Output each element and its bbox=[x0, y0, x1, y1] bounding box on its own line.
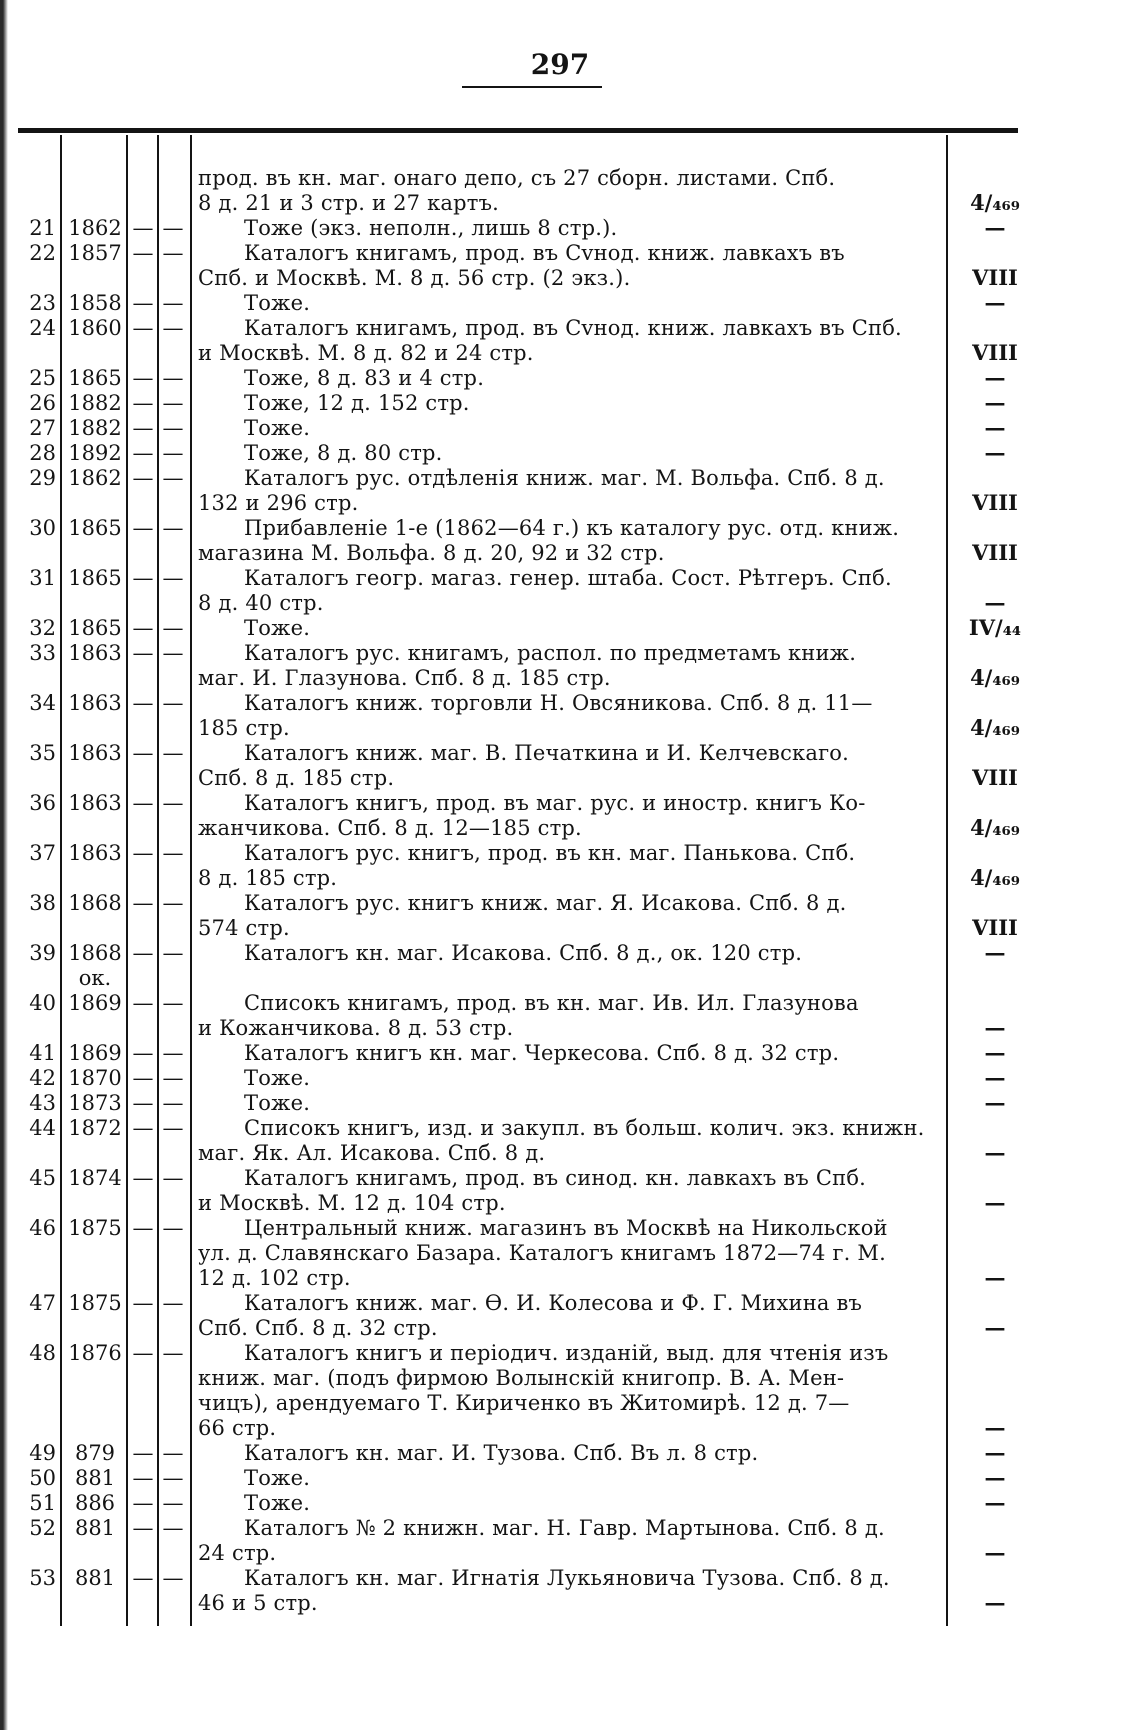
entry-year: 1892 bbox=[68, 441, 122, 465]
entry-text: 12 д. 102 стр. bbox=[198, 1266, 351, 1290]
entry-number: 26 bbox=[29, 391, 56, 415]
entry-mark: 4/₄₆₉ bbox=[970, 190, 1020, 215]
entry-mark: — bbox=[984, 390, 1006, 415]
entry-year: 1857 bbox=[68, 241, 122, 265]
entry-year: 881 bbox=[74, 1466, 116, 1490]
entry-number: 50 bbox=[29, 1466, 56, 1490]
table-row bbox=[0, 1541, 1140, 1565]
entry-mark: — bbox=[984, 1140, 1006, 1165]
entry-dash-1: — bbox=[132, 416, 154, 440]
entry-mark: 4/₄₆₉ bbox=[970, 815, 1020, 840]
entry-text: Каталогъ книж. торговли Н. Овсяникова. Спб. 8 д. 11— bbox=[244, 691, 873, 715]
entry-mark: — bbox=[984, 940, 1006, 965]
entry-text: Каталогъ книгъ кн. маг. Черкесова. Спб. 8 д. 32 стр. bbox=[244, 1041, 840, 1065]
table-row bbox=[0, 541, 1140, 565]
entry-dash-1: — bbox=[132, 941, 154, 965]
entry-year: 1862 bbox=[68, 466, 122, 490]
entry-dash-1: — bbox=[132, 1291, 154, 1315]
table-row bbox=[0, 166, 1140, 190]
entry-mark: VIII bbox=[972, 340, 1018, 365]
entry-number: 28 bbox=[29, 441, 56, 465]
entry-dash-2: — bbox=[162, 1441, 184, 1465]
entry-number: 47 bbox=[29, 1291, 56, 1315]
table-row bbox=[0, 391, 1140, 415]
table-row bbox=[0, 1341, 1140, 1365]
entry-text: Каталогъ кн. маг. И. Тузова. Спб. Въ л. 8 стр. bbox=[244, 1441, 759, 1465]
page-number-rule bbox=[462, 86, 602, 88]
entry-text: Тоже. bbox=[244, 416, 311, 440]
entry-text: и Москвѣ. М. 12 д. 104 стр. bbox=[198, 1191, 506, 1215]
table-row bbox=[0, 716, 1140, 740]
entry-mark: 4/₄₆₉ bbox=[970, 665, 1020, 690]
entry-text: Тоже, 8 д. 80 стр. bbox=[244, 441, 443, 465]
entry-dash-2: — bbox=[162, 241, 184, 265]
entry-year: 881 bbox=[74, 1566, 116, 1590]
entry-text: Каталогъ книгамъ, прод. въ синод. кн. лавкахъ въ Спб. bbox=[244, 1166, 867, 1190]
entry-number: 43 bbox=[29, 1091, 56, 1115]
entry-dash-2: — bbox=[162, 1566, 184, 1590]
entry-year: 1873 bbox=[68, 1091, 122, 1115]
entry-number: 51 bbox=[29, 1491, 56, 1515]
table-row bbox=[0, 1066, 1140, 1090]
entry-year: 1863 bbox=[68, 741, 122, 765]
entry-dash-2: — bbox=[162, 466, 184, 490]
table-row bbox=[0, 766, 1140, 790]
entry-year: 1868 bbox=[68, 891, 122, 915]
entry-text: Тоже, 8 д. 83 и 4 стр. bbox=[244, 366, 485, 390]
entry-text: Прибавленіе 1-е (1862—64 г.) къ каталогу рус. отд. книж. bbox=[244, 516, 900, 540]
entry-mark: — bbox=[984, 1015, 1006, 1040]
entry-dash-1: — bbox=[132, 1441, 154, 1465]
entry-number: 22 bbox=[29, 241, 56, 265]
entry-dash-2: — bbox=[162, 991, 184, 1015]
entry-text: Каталогъ рус. отдѣленія книж. маг. М. Вольфа. Спб. 8 д. bbox=[244, 466, 885, 490]
entry-dash-2: — bbox=[162, 941, 184, 965]
table-row bbox=[0, 1491, 1140, 1515]
entry-mark: VIII bbox=[972, 490, 1018, 515]
entry-text: Каталогъ книж. маг. В. Печаткина и И. Келчевскаго. bbox=[244, 741, 850, 765]
entry-mark: — bbox=[984, 290, 1006, 315]
entry-mark: IV/₄₄ bbox=[968, 615, 1022, 640]
entry-number: 40 bbox=[29, 991, 56, 1015]
entry-number: 39 bbox=[29, 941, 56, 965]
entry-year: 1875 bbox=[68, 1216, 122, 1240]
entry-dash-1: — bbox=[132, 366, 154, 390]
entry-dash-2: — bbox=[162, 416, 184, 440]
entry-number: 27 bbox=[29, 416, 56, 440]
entry-dash-1: — bbox=[132, 1566, 154, 1590]
entry-text: 185 стр. bbox=[198, 716, 290, 740]
entry-mark: — bbox=[984, 1090, 1006, 1115]
entry-year: 879 bbox=[74, 1441, 116, 1465]
entry-text: 8 д. 40 стр. bbox=[198, 591, 324, 615]
entry-mark: — bbox=[984, 590, 1006, 615]
entry-text: жанчикова. Спб. 8 д. 12—185 стр. bbox=[198, 816, 582, 840]
entry-text: Каталогъ кн. маг. Игнатія Лукьяновича Тузова. Спб. 8 д. bbox=[244, 1566, 890, 1590]
table-row bbox=[0, 1241, 1140, 1265]
entry-dash-2: — bbox=[162, 616, 184, 640]
entry-dash-2: — bbox=[162, 391, 184, 415]
entry-text: Каталогъ кн. маг. Исакова. Спб. 8 д., ок. 120 стр. bbox=[244, 941, 803, 965]
entry-year: 1860 bbox=[68, 316, 122, 340]
entry-text: чицъ), арендуемаго Т. Кириченко въ Житомирѣ. 12 д. 7— bbox=[198, 1391, 850, 1415]
entry-year: 1875 bbox=[68, 1291, 122, 1315]
entry-text: Каталогъ книгъ и періодич. изданій, выд. для чтенія изъ bbox=[244, 1341, 889, 1365]
table-row bbox=[0, 666, 1140, 690]
entry-dash-1: — bbox=[132, 616, 154, 640]
table-row bbox=[0, 1116, 1140, 1140]
entry-text: Списокъ книгамъ, прод. въ кн. маг. Ив. Ил. Глазунова bbox=[244, 991, 859, 1015]
entry-number: 48 bbox=[29, 1341, 56, 1365]
entry-number: 25 bbox=[29, 366, 56, 390]
table-row bbox=[0, 1466, 1140, 1490]
entry-dash-2: — bbox=[162, 1041, 184, 1065]
entry-dash-2: — bbox=[162, 1466, 184, 1490]
entry-dash-1: — bbox=[132, 791, 154, 815]
entry-mark: 4/₄₆₉ bbox=[970, 715, 1020, 740]
entry-number: 24 bbox=[29, 316, 56, 340]
table-row bbox=[0, 1041, 1140, 1065]
table-row bbox=[0, 191, 1140, 215]
entry-dash-1: — bbox=[132, 991, 154, 1015]
entry-mark: — bbox=[984, 215, 1006, 240]
entry-mark: — bbox=[984, 1590, 1006, 1615]
entry-text: магазина М. Вольфа. 8 д. 20, 92 и 32 стр. bbox=[198, 541, 665, 565]
entry-year: 1863 bbox=[68, 641, 122, 665]
entry-dash-1: — bbox=[132, 691, 154, 715]
entry-text: 24 стр. bbox=[198, 1541, 277, 1565]
entry-dash-2: — bbox=[162, 741, 184, 765]
entry-dash-1: — bbox=[132, 466, 154, 490]
entry-dash-1: — bbox=[132, 516, 154, 540]
table-top-rule bbox=[18, 128, 1018, 133]
table-row bbox=[0, 491, 1140, 515]
entry-mark: 4/₄₆₉ bbox=[970, 865, 1020, 890]
table-row bbox=[0, 316, 1140, 340]
entry-text: Тоже. bbox=[244, 1491, 311, 1515]
table-row bbox=[0, 1216, 1140, 1240]
table-row bbox=[0, 566, 1140, 590]
entry-dash-1: — bbox=[132, 1216, 154, 1240]
table-row bbox=[0, 1191, 1140, 1215]
entry-dash-1: — bbox=[132, 391, 154, 415]
entry-number: 46 bbox=[29, 1216, 56, 1240]
entry-year: 1862 bbox=[68, 216, 122, 240]
entry-text: Каталогъ геогр. магаз. генер. штаба. Сост. Рѣтгеръ. Спб. bbox=[244, 566, 892, 590]
entry-dash-2: — bbox=[162, 1516, 184, 1540]
entry-text: 46 и 5 стр. bbox=[198, 1591, 318, 1615]
entry-mark: — bbox=[984, 415, 1006, 440]
entry-year: 1863 bbox=[68, 691, 122, 715]
entry-number: 30 bbox=[29, 516, 56, 540]
entry-year: 1876 bbox=[68, 1341, 122, 1365]
table-row bbox=[0, 966, 1140, 990]
table-row bbox=[0, 1516, 1140, 1540]
entry-text: 574 стр. bbox=[198, 916, 290, 940]
table-row bbox=[0, 366, 1140, 390]
table-row bbox=[0, 1141, 1140, 1165]
entry-mark: VIII bbox=[972, 765, 1018, 790]
entry-dash-1: — bbox=[132, 241, 154, 265]
table-row bbox=[0, 516, 1140, 540]
entry-dash-2: — bbox=[162, 791, 184, 815]
entry-year: 1882 bbox=[68, 391, 122, 415]
entry-year: 1869 bbox=[68, 1041, 122, 1065]
entry-dash-1: — bbox=[132, 1166, 154, 1190]
entry-dash-1: — bbox=[132, 741, 154, 765]
entry-number: 36 bbox=[29, 791, 56, 815]
entry-text: Спб. Спб. 8 д. 32 стр. bbox=[198, 1316, 438, 1340]
table-row bbox=[0, 616, 1140, 640]
table-row bbox=[0, 641, 1140, 665]
entry-number: 32 bbox=[29, 616, 56, 640]
entry-year: 1865 bbox=[68, 516, 122, 540]
entry-year: 1865 bbox=[68, 566, 122, 590]
table-row bbox=[0, 1416, 1140, 1440]
entry-number: 33 bbox=[29, 641, 56, 665]
entry-dash-2: — bbox=[162, 441, 184, 465]
table-row bbox=[0, 741, 1140, 765]
entry-dash-2: — bbox=[162, 291, 184, 315]
entry-number: 29 bbox=[29, 466, 56, 490]
entry-text: Списокъ книгъ, изд. и закупл. въ больш. колич. экз. книжн. bbox=[244, 1116, 925, 1140]
table-row bbox=[0, 916, 1140, 940]
entry-mark: VIII bbox=[972, 265, 1018, 290]
entry-mark: — bbox=[984, 1315, 1006, 1340]
entry-text: Тоже. bbox=[244, 291, 311, 315]
entry-year: 1868 bbox=[68, 941, 122, 965]
entry-year: 1858 bbox=[68, 291, 122, 315]
entry-text: Центральный книж. магазинъ въ Москвѣ на Никольской bbox=[244, 1216, 888, 1240]
table-row bbox=[0, 291, 1140, 315]
entry-dash-2: — bbox=[162, 316, 184, 340]
table-row bbox=[0, 1316, 1140, 1340]
entry-dash-1: — bbox=[132, 291, 154, 315]
table-row bbox=[0, 891, 1140, 915]
entry-number: 31 bbox=[29, 566, 56, 590]
entry-text: прод. въ кн. маг. онаго депо, съ 27 сборн. листами. Спб. bbox=[198, 166, 836, 190]
table-row bbox=[0, 791, 1140, 815]
entry-text: маг. И. Глазунова. Спб. 8 д. 185 стр. bbox=[198, 666, 611, 690]
entry-dash-2: — bbox=[162, 1091, 184, 1115]
entry-text: Каталогъ рус. книгъ книж. маг. Я. Исакова. Спб. 8 д. bbox=[244, 891, 847, 915]
entry-year: 881 bbox=[74, 1516, 116, 1540]
table-row bbox=[0, 416, 1140, 440]
entry-mark: — bbox=[984, 1490, 1006, 1515]
entry-text: Каталогъ книгъ, прод. въ маг. рус. и иностр. книгъ Ко- bbox=[244, 791, 866, 815]
table-row bbox=[0, 941, 1140, 965]
table-row bbox=[0, 866, 1140, 890]
entry-number: 53 bbox=[29, 1566, 56, 1590]
entry-dash-1: — bbox=[132, 566, 154, 590]
entry-year: 1863 bbox=[68, 791, 122, 815]
entry-mark: — bbox=[984, 1440, 1006, 1465]
table-row bbox=[0, 1591, 1140, 1615]
entry-dash-2: — bbox=[162, 691, 184, 715]
table-row bbox=[0, 266, 1140, 290]
entry-dash-2: — bbox=[162, 566, 184, 590]
entry-mark: — bbox=[984, 1415, 1006, 1440]
entry-text: ул. д. Славянскаго Базара. Каталогъ книгамъ 1872—74 г. М. bbox=[198, 1241, 887, 1265]
entry-text: Тоже (экз. неполн., лишь 8 стр.). bbox=[244, 216, 618, 240]
table-row bbox=[0, 241, 1140, 265]
entry-dash-2: — bbox=[162, 516, 184, 540]
entry-text: 8 д. 21 и 3 стр. и 27 картъ. bbox=[198, 191, 500, 215]
entry-year: 1865 bbox=[68, 616, 122, 640]
entry-dash-2: — bbox=[162, 216, 184, 240]
entry-text: и Кожанчикова. 8 д. 53 стр. bbox=[198, 1016, 514, 1040]
entry-text: Спб. и Москвѣ. М. 8 д. 56 стр. (2 экз.). bbox=[198, 266, 631, 290]
entry-dash-1: — bbox=[132, 1116, 154, 1140]
entry-year: 886 bbox=[74, 1491, 116, 1515]
entry-dash-2: — bbox=[162, 1116, 184, 1140]
table-row bbox=[0, 1366, 1140, 1390]
table-row bbox=[0, 1166, 1140, 1190]
entry-text: 66 стр. bbox=[198, 1416, 277, 1440]
entry-dash-2: — bbox=[162, 366, 184, 390]
entry-mark: — bbox=[984, 1040, 1006, 1065]
entry-dash-1: — bbox=[132, 316, 154, 340]
table-row bbox=[0, 1291, 1140, 1315]
entry-text: Тоже. bbox=[244, 1091, 311, 1115]
table-row bbox=[0, 816, 1140, 840]
entry-year: 1872 bbox=[68, 1116, 122, 1140]
table-row bbox=[0, 341, 1140, 365]
table-row bbox=[0, 1391, 1140, 1415]
table-row bbox=[0, 1266, 1140, 1290]
entry-number: 49 bbox=[29, 1441, 56, 1465]
entry-dash-2: — bbox=[162, 641, 184, 665]
entry-text: Тоже. bbox=[244, 616, 311, 640]
entry-text: Каталогъ книгамъ, прод. въ Сvнод. книж. лавкахъ въ bbox=[244, 241, 845, 265]
entry-text: Тоже. bbox=[244, 1466, 311, 1490]
entry-dash-1: — bbox=[132, 1491, 154, 1515]
entry-text: 8 д. 185 стр. bbox=[198, 866, 338, 890]
entry-year: 1874 bbox=[68, 1166, 122, 1190]
entry-number: 34 bbox=[29, 691, 56, 715]
entry-dash-1: — bbox=[132, 1516, 154, 1540]
entry-dash-2: — bbox=[162, 841, 184, 865]
entry-mark: — bbox=[984, 440, 1006, 465]
entry-dash-1: — bbox=[132, 841, 154, 865]
entry-text: маг. Як. Ал. Исакова. Спб. 8 д. bbox=[198, 1141, 546, 1165]
entry-year: 1882 bbox=[68, 416, 122, 440]
table-row bbox=[0, 466, 1140, 490]
table-row bbox=[0, 441, 1140, 465]
entry-text: Тоже, 12 д. 152 стр. bbox=[244, 391, 470, 415]
entry-number: 21 bbox=[29, 216, 56, 240]
page-number: 297 bbox=[530, 48, 590, 81]
entry-dash-1: — bbox=[132, 641, 154, 665]
entry-number: 45 bbox=[29, 1166, 56, 1190]
entry-mark: — bbox=[984, 1540, 1006, 1565]
entry-number: 44 bbox=[29, 1116, 56, 1140]
entry-text: Тоже. bbox=[244, 1066, 311, 1090]
entry-dash-2: — bbox=[162, 1491, 184, 1515]
table-row bbox=[0, 841, 1140, 865]
entry-text: 132 и 296 стр. bbox=[198, 491, 359, 515]
entry-year: 1870 bbox=[68, 1066, 122, 1090]
entry-dash-1: — bbox=[132, 1041, 154, 1065]
entry-year: ок. bbox=[78, 966, 112, 990]
entry-text: Каталогъ рус. книгамъ, распол. по предметамъ книж. bbox=[244, 641, 857, 665]
entry-mark: — bbox=[984, 365, 1006, 390]
entry-dash-1: — bbox=[132, 1066, 154, 1090]
entry-year: 1865 bbox=[68, 366, 122, 390]
table-row bbox=[0, 991, 1140, 1015]
entry-dash-1: — bbox=[132, 1091, 154, 1115]
table-row bbox=[0, 216, 1140, 240]
entry-text: Спб. 8 д. 185 стр. bbox=[198, 766, 395, 790]
entry-dash-1: — bbox=[132, 891, 154, 915]
table-row bbox=[0, 591, 1140, 615]
table-row bbox=[0, 691, 1140, 715]
entry-number: 23 bbox=[29, 291, 56, 315]
entry-text: книж. маг. (подъ фирмою Волынскій книгопр. В. А. Мен- bbox=[198, 1366, 845, 1390]
entry-number: 37 bbox=[29, 841, 56, 865]
entry-number: 38 bbox=[29, 891, 56, 915]
entry-dash-1: — bbox=[132, 1341, 154, 1365]
entry-mark: VIII bbox=[972, 915, 1018, 940]
entry-dash-1: — bbox=[132, 441, 154, 465]
entry-text: Каталогъ рус. книгъ, прод. въ кн. маг. Паньковa. Спб. bbox=[244, 841, 856, 865]
entry-number: 42 bbox=[29, 1066, 56, 1090]
entry-dash-2: — bbox=[162, 1216, 184, 1240]
entry-dash-2: — bbox=[162, 891, 184, 915]
entry-year: 1863 bbox=[68, 841, 122, 865]
table-row bbox=[0, 1566, 1140, 1590]
entry-mark: VIII bbox=[972, 540, 1018, 565]
table-row bbox=[0, 1091, 1140, 1115]
entry-dash-2: — bbox=[162, 1066, 184, 1090]
entry-dash-2: — bbox=[162, 1341, 184, 1365]
entry-number: 52 bbox=[29, 1516, 56, 1540]
entry-dash-2: — bbox=[162, 1291, 184, 1315]
entry-mark: — bbox=[984, 1265, 1006, 1290]
entry-mark: — bbox=[984, 1065, 1006, 1090]
entry-mark: — bbox=[984, 1190, 1006, 1215]
entry-text: Каталогъ книгамъ, прод. въ Сvнод. книж. лавкахъ въ Спб. bbox=[244, 316, 902, 340]
entry-number: 35 bbox=[29, 741, 56, 765]
entry-text: Каталогъ книж. маг. Ѳ. И. Колесова и Ф. Г. Михина въ bbox=[244, 1291, 863, 1315]
table-row bbox=[0, 1016, 1140, 1040]
entry-text: и Москвѣ. М. 8 д. 82 и 24 стр. bbox=[198, 341, 534, 365]
entry-dash-1: — bbox=[132, 216, 154, 240]
table-row bbox=[0, 1441, 1140, 1465]
entry-year: 1869 bbox=[68, 991, 122, 1015]
entry-dash-2: — bbox=[162, 1166, 184, 1190]
entry-mark: — bbox=[984, 1465, 1006, 1490]
entry-text: Каталогъ № 2 книжн. маг. Н. Гавр. Мартынова. Спб. 8 д. bbox=[244, 1516, 885, 1540]
entry-number: 41 bbox=[29, 1041, 56, 1065]
entry-dash-1: — bbox=[132, 1466, 154, 1490]
